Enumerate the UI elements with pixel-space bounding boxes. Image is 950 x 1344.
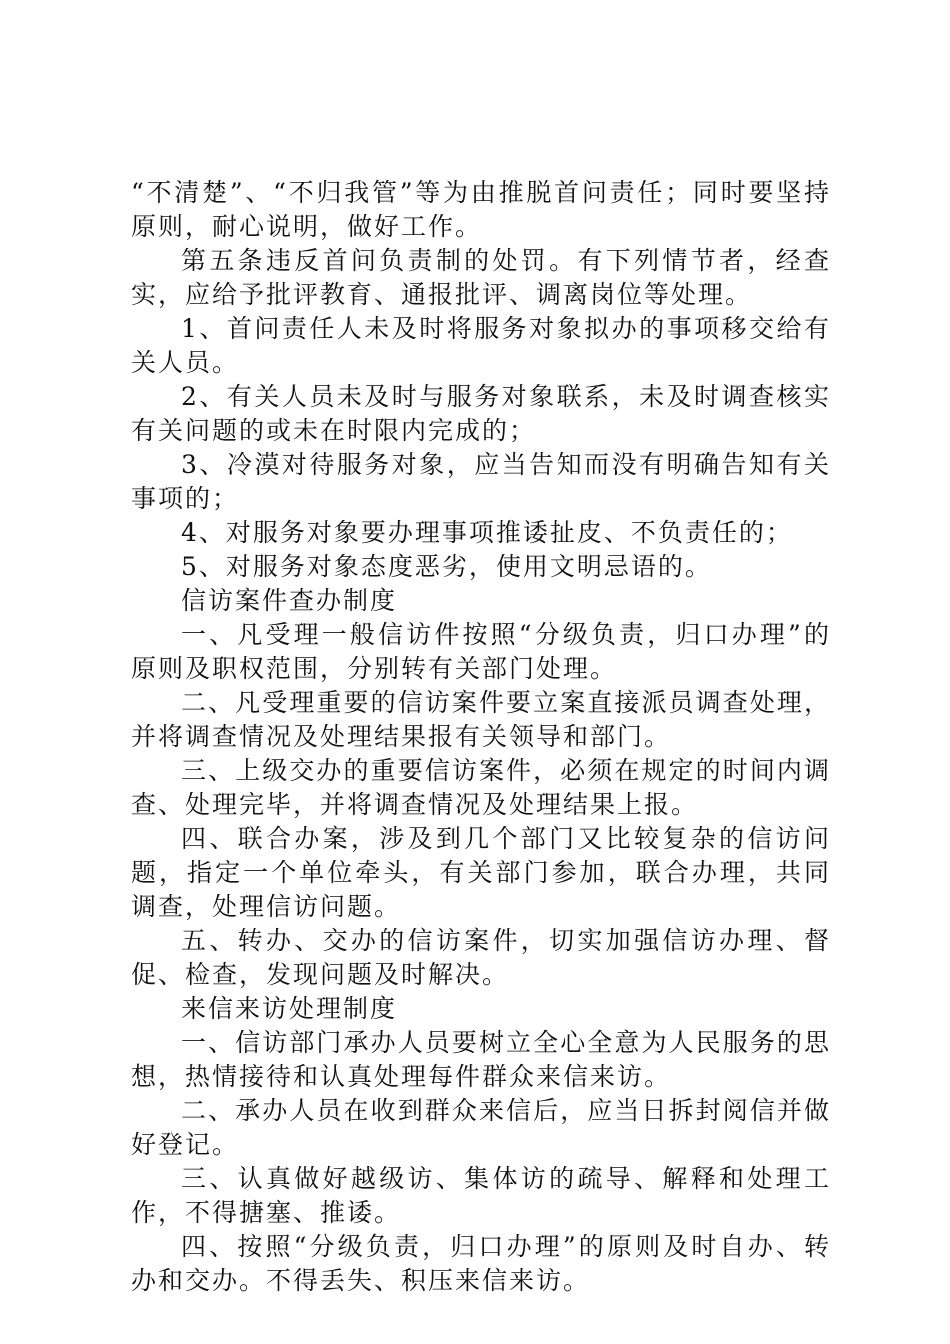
section-heading-letters-visits: 来信来访处理制度 [181,994,398,1023]
paragraph-case-rule-1: 一、凡受理一般信访件按照“分级负责，归口办理”的原则及职权范围，分别转有关部门处理。 [131,620,831,683]
paragraph-continuation: “不清楚”、“不归我管”等为由推脱首问责任；同时要坚持原则，耐心说明，做好工作。 [131,178,831,241]
paragraph-item-2: 2、有关人员未及时与服务对象联系，未及时调查核实有关问题的或未在时限内完成的； [131,382,831,445]
paragraph-visit-rule-2: 二、承办人员在收到群众来信后，应当日拆封阅信并做好登记。 [131,1096,831,1159]
document-body [131,176,831,1298]
paragraph-visit-rule-1: 一、信访部门承办人员要树立全心全意为人民服务的思想，热情接待和认真处理每件群众来信来访。 [131,1028,831,1091]
paragraph-item-3: 3、冷漠对待服务对象，应当告知而没有明确告知有关事项的； [131,450,831,513]
paragraph-case-rule-3: 三、上级交办的重要信访案件，必须在规定的时间内调查、处理完毕，并将调查情况及处理结果上报。 [131,756,831,819]
paragraph-visit-rule-4: 四、按照“分级负责，归口办理”的原则及时自办、转办和交办。不得丢失、积压来信来访。 [131,1232,831,1295]
paragraph-item-4: 4、对服务对象要办理事项推诿扯皮、不负责任的； [181,518,793,547]
paragraph-item-5: 5、对服务对象态度恶劣，使用文明忌语的。 [181,552,712,581]
paragraph-case-rule-4: 四、联合办案，涉及到几个部门又比较复杂的信访问题，指定一个单位牵头，有关部门参加，联合办理，共同调查，处理信访问题。 [131,824,831,921]
paragraph-case-rule-5: 五、转办、交办的信访案件，切实加强信访办理、督促、检查，发现问题及时解决。 [131,926,831,989]
paragraph-item-1: 1、首问责任人未及时将服务对象拟办的事项移交给有关人员。 [131,314,831,377]
paragraph-case-rule-2: 二、凡受理重要的信访案件要立案直接派员调查处理，并将调查情况及处理结果报有关领导和部门。 [131,688,831,751]
section-heading-case-handling: 信访案件查办制度 [181,586,398,615]
paragraph-article-5: 第五条违反首问负责制的处罚。有下列情节者，经查实，应给予批评教育、通报批评、调离岗位等处理。 [131,246,831,309]
paragraph-visit-rule-3: 三、认真做好越级访、集体访的疏导、解释和处理工作，不得搪塞、推诿。 [131,1164,831,1227]
